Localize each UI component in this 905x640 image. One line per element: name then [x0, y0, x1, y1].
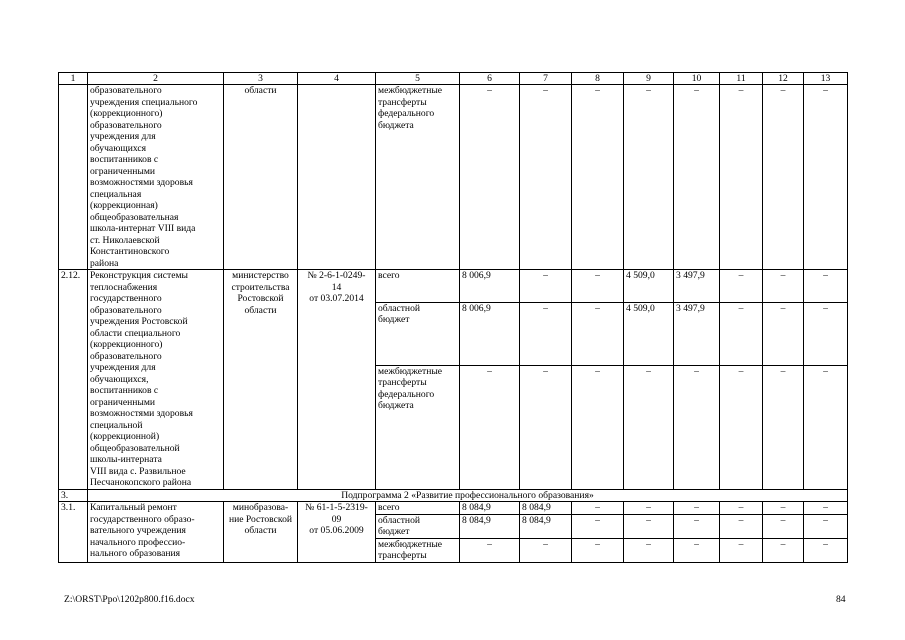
value-cell: – [520, 85, 572, 270]
funding-source-cell [376, 302, 460, 365]
text-line: ограниченными [90, 165, 156, 177]
value-cell: – [520, 270, 572, 303]
text-line: бюджет [378, 314, 410, 326]
value-cell: – [804, 270, 848, 303]
value-cell: – [572, 85, 624, 270]
value-cell: – [720, 85, 763, 270]
funding-source-cell [376, 502, 460, 515]
column-number: 7 [520, 73, 572, 85]
value-cell: – [763, 538, 804, 562]
text-line: бюджета [378, 119, 414, 131]
text-line: Капитальный ремонт [90, 502, 177, 513]
executor-cell [224, 270, 298, 490]
text-line: федерального [378, 108, 435, 119]
text-line: начального профессио- [90, 536, 186, 548]
table-row [59, 85, 848, 270]
row-number-cell [59, 85, 88, 270]
text-line: Ростовской [237, 293, 284, 304]
text-line: образовательного [90, 85, 162, 96]
text-line: бюджета [378, 400, 414, 412]
text-line: 14 [331, 281, 342, 293]
text-line: воспитанников с [90, 385, 159, 396]
funding-source-cell [376, 538, 460, 562]
executor-cell [224, 85, 298, 270]
text-line: образовательного [90, 119, 162, 131]
text-line: Песчанокопского района [90, 477, 192, 488]
value-cell: – [460, 85, 520, 270]
text-line: 09 [331, 513, 342, 525]
column-number: 13 [804, 73, 848, 85]
value-cell: – [720, 514, 763, 538]
text-line: вательного учреждения [90, 525, 186, 536]
value-cell: 4 509,0 [624, 302, 674, 365]
row-number-cell: 3.1. [59, 502, 88, 563]
value-cell: 8 084,9 [520, 514, 572, 538]
column-number: 9 [624, 73, 674, 85]
column-number: 6 [460, 73, 520, 85]
text-line: учреждения для [90, 362, 156, 373]
footer-file-path: Z:\ORST\Ppo\1202p800.f16.docx [64, 594, 195, 605]
value-cell: – [720, 538, 763, 562]
text-line: общеобразовательная [90, 211, 179, 223]
funding-source-cell [376, 514, 460, 538]
value-cell: – [624, 502, 674, 515]
text-line: областной [378, 514, 421, 526]
value-cell: 8 084,9 [460, 514, 520, 538]
value-cell: – [520, 365, 572, 489]
value-cell: 4 509,0 [624, 270, 674, 303]
subprogram-row [59, 489, 848, 502]
column-number: 11 [720, 73, 763, 85]
text-line: области специального [90, 327, 181, 339]
value-cell: – [674, 365, 720, 489]
value-cell: 8 084,9 [520, 502, 572, 515]
column-number: 1 [59, 73, 88, 85]
text-line: области [244, 85, 277, 96]
table-row [59, 270, 848, 303]
value-cell: – [720, 502, 763, 515]
value-cell: – [624, 85, 674, 270]
text-line: ст. Николаевской [90, 234, 160, 246]
value-cell: – [572, 365, 624, 489]
text-line: специальной [90, 419, 143, 431]
funding-source-cell [376, 270, 460, 303]
text-line: Реконструкция системы [90, 270, 188, 281]
text-line: обучающихся [90, 142, 147, 154]
text-line: ние Ростовской [228, 513, 292, 525]
value-cell: – [572, 538, 624, 562]
text-line: возможностями здоровья [90, 177, 193, 188]
value-cell: – [763, 85, 804, 270]
value-cell: – [804, 514, 848, 538]
text-line: минобразова- [232, 502, 289, 513]
value-cell: – [763, 302, 804, 365]
text-line: государственного образо- [90, 513, 195, 525]
text-line: трансферты [378, 96, 427, 108]
value-cell: – [624, 538, 674, 562]
value-cell: – [624, 514, 674, 538]
text-line: межбюджетные [378, 365, 443, 377]
value-cell: – [572, 502, 624, 515]
funding-source-cell [376, 85, 460, 270]
activity-name-cell [88, 502, 224, 563]
value-cell: – [624, 365, 674, 489]
text-line: теплоснабжения [90, 281, 158, 293]
value-cell: 3 497,9 [674, 302, 720, 365]
value-cell: – [460, 365, 520, 489]
value-cell: – [763, 502, 804, 515]
text-line: (коррекционной) [90, 431, 160, 442]
text-line: федерального [378, 388, 435, 400]
value-cell: – [674, 502, 720, 515]
value-cell: – [804, 85, 848, 270]
row-number-cell: 3. [59, 489, 88, 502]
value-cell: – [520, 302, 572, 365]
text-line: обучающихся, [90, 373, 149, 385]
text-line: образовательного [90, 304, 162, 316]
value-cell: – [674, 538, 720, 562]
text-line: области [244, 525, 277, 536]
activity-name-cell [88, 270, 224, 490]
value-cell: – [804, 502, 848, 515]
text-line: № 61-1-5-2319- [305, 502, 368, 513]
value-cell: 8 006,9 [460, 302, 520, 365]
header-row [59, 73, 848, 85]
text-line: трансферты [378, 550, 427, 561]
subprogram-title: Подпрограмма 2 «Развитие профессионального образования» [88, 489, 848, 502]
value-cell: – [520, 538, 572, 562]
value-cell: 3 497,9 [674, 270, 720, 303]
value-cell: – [572, 302, 624, 365]
funding-source-cell [376, 365, 460, 489]
text-line: возможностями здоровья [90, 408, 193, 419]
column-number: 8 [572, 73, 624, 85]
text-line: Константиновского [90, 246, 170, 257]
value-cell: – [460, 538, 520, 562]
value-cell: 8 006,9 [460, 270, 520, 303]
text-line: бюджет [378, 526, 410, 537]
text-line: межбюджетные [378, 538, 443, 550]
document-cell [298, 270, 376, 490]
text-line: (коррекционного) [90, 339, 163, 350]
text-line: школы-интерната [90, 454, 162, 465]
column-number: 12 [763, 73, 804, 85]
value-cell: – [720, 365, 763, 489]
text-line: (коррекционного) [90, 108, 163, 119]
executor-cell [224, 502, 298, 563]
value-cell: – [572, 270, 624, 303]
column-number: 2 [88, 73, 224, 85]
text-line: областной [378, 302, 421, 314]
text-line: министерство [232, 270, 289, 281]
text-line: школа-интернат VIII вида [90, 223, 196, 234]
text-line: ограниченными [90, 396, 156, 408]
column-number: 5 [376, 73, 460, 85]
value-cell: – [763, 365, 804, 489]
text-line: учреждения специального [90, 96, 198, 108]
text-line: образовательного [90, 350, 162, 362]
text-line: области [244, 304, 277, 316]
column-number: 3 [224, 73, 298, 85]
text-line: специальная [90, 188, 142, 200]
value-cell: – [720, 302, 763, 365]
text-line: межбюджетные [378, 85, 443, 96]
row-number-cell: 2.12. [59, 270, 88, 490]
document-cell [298, 85, 376, 270]
text-line: строительства [231, 281, 290, 293]
text-line: воспитанников с [90, 154, 159, 165]
text-line: всего [378, 270, 400, 281]
text-line: VIII вида с. Развильное [90, 465, 186, 477]
text-line: нального образования [90, 548, 181, 559]
footer-page-number: 84 [836, 594, 846, 605]
text-line: района [90, 257, 119, 269]
program-table [58, 72, 848, 563]
text-line: общеобразовательной [90, 442, 180, 454]
text-line: государственного [90, 293, 162, 304]
value-cell: – [720, 270, 763, 303]
table-row [59, 502, 848, 515]
document-cell [298, 502, 376, 563]
text-line: учреждения Ростовской [90, 316, 188, 327]
text-line: учреждения для [90, 131, 156, 142]
value-cell: 8 084,9 [460, 502, 520, 515]
value-cell: – [763, 514, 804, 538]
value-cell: – [763, 270, 804, 303]
text-line: от 03.07.2014 [309, 293, 364, 304]
value-cell: – [804, 538, 848, 562]
text-line: (коррекционная) [90, 200, 158, 211]
value-cell: – [674, 85, 720, 270]
value-cell: – [804, 302, 848, 365]
text-line: всего [378, 502, 400, 513]
activity-name-cell [88, 85, 224, 270]
text-line: № 2-6-1-0249- [307, 270, 366, 281]
text-line: от 05.06.2009 [309, 525, 364, 536]
column-number: 10 [674, 73, 720, 85]
value-cell: – [572, 514, 624, 538]
column-number: 4 [298, 73, 376, 85]
value-cell: – [804, 365, 848, 489]
text-line: трансферты [378, 377, 427, 389]
value-cell: – [674, 514, 720, 538]
